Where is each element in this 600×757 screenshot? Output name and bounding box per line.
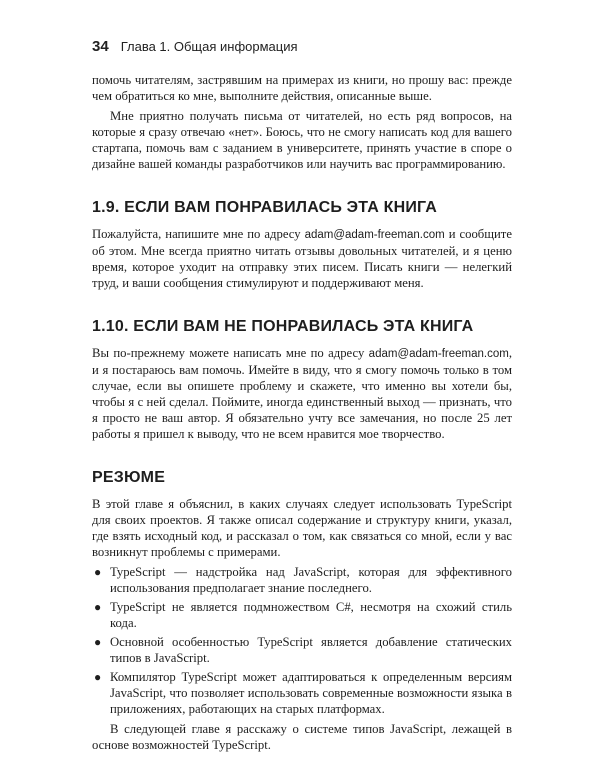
section-heading-summary: РЕЗЮМЕ [92, 469, 166, 486]
intro-paragraph-1: помочь читателям, застрявшим на примерах из книги, но прошу вас: прежде чем обратиться ко мне, выполните действия, описанные выше. [92, 73, 512, 103]
list-item-text: Компилятор TypeScript может адаптироваться к определенным версиям JavaScript, что позволяет использовать современные возможности языка в приложениях, работающих на старых платформах. [110, 670, 512, 716]
list-item [92, 564, 512, 596]
list-item-text: TypeScript не является подмножеством C#, несмотря на схожий стиль кода. [110, 600, 512, 630]
bullet-icon: ● [94, 565, 102, 579]
intro-paragraph-2: Мне приятно получать письма от читателей, но есть ряд вопросов, на которые я сразу отвечаю «нет». Боюсь, что не смогу написать код для вашего стартапа, помочь вам с заданием в университете, принять участие в споре о дизайне вашей команды разработчиков или научить вас программированию. [92, 109, 512, 171]
section-disliked-paragraph [92, 345, 512, 442]
section-heading-disliked: 1.10. ЕСЛИ ВАМ НЕ ПОНРАВИЛАСЬ ЭТА КНИГА [92, 318, 474, 335]
section-liked-paragraph [92, 226, 512, 291]
page-number: 34 [92, 38, 109, 55]
list-item-text: TypeScript — надстройка над JavaScript, которая для эффективного использования предполагает знание последнего. [110, 565, 512, 595]
summary-intro: В этой главе я объяснил, в каких случаях следует использовать TypeScript для своих проектов. Я также описал содержание и структуру книги, указал, где взять исходный код, и рассказал о том, как связаться со мной, если у вас возникнут проблемы с примерами. [92, 497, 512, 559]
email-link[interactable]: adam@adam-freeman.com [304, 229, 445, 241]
summary-bullet-list [92, 564, 512, 717]
bullet-icon: ● [94, 670, 102, 684]
section-disliked-text-before: Вы по-прежнему можете написать мне по адресу [92, 346, 369, 360]
list-item [92, 634, 512, 666]
section-heading-liked: 1.9. ЕСЛИ ВАМ ПОНРАВИЛАСЬ ЭТА КНИГА [92, 199, 438, 216]
chapter-title: Глава 1. Общая информация [120, 39, 298, 54]
list-item [92, 599, 512, 631]
section-disliked-text-after: , и я постараюсь вам помочь. Имейте в виду, что я смогу помочь только в том случае, если вы опишете проблему и скажете, что именно вы хотели бы, чтобы я с ней сделал. Поймите, иногда единственный выход — признать, что я просто не ваш автор. Я обязательно учту все замечания, но после 25 лет работы я пришел к выводу, что не всем нравится мое творчество. [92, 346, 512, 441]
list-item [92, 669, 512, 717]
email-link[interactable]: adam@adam-freeman.com [368, 348, 509, 360]
page-body [92, 72, 512, 757]
summary-outro: В следующей главе я расскажу о системе типов JavaScript, лежащей в основе возможностей TypeScript. [92, 722, 512, 752]
section-liked-text-after: и сообщите об этом. Мне всегда приятно читать отзывы довольных читателей, и я ценю время, которое уходит на отправку этих писем. Писать книги — нелегкий труд, и ваши сообщения стимулируют и поддерживают меня. [92, 227, 512, 290]
list-item-text: Основной особенностью TypeScript является добавление статических типов в JavaScript. [110, 635, 512, 665]
section-liked-text-before: Пожалуйста, напишите мне по адресу [92, 227, 305, 241]
bullet-icon: ● [94, 600, 102, 614]
page-header [92, 38, 560, 55]
bullet-icon: ● [94, 635, 102, 649]
